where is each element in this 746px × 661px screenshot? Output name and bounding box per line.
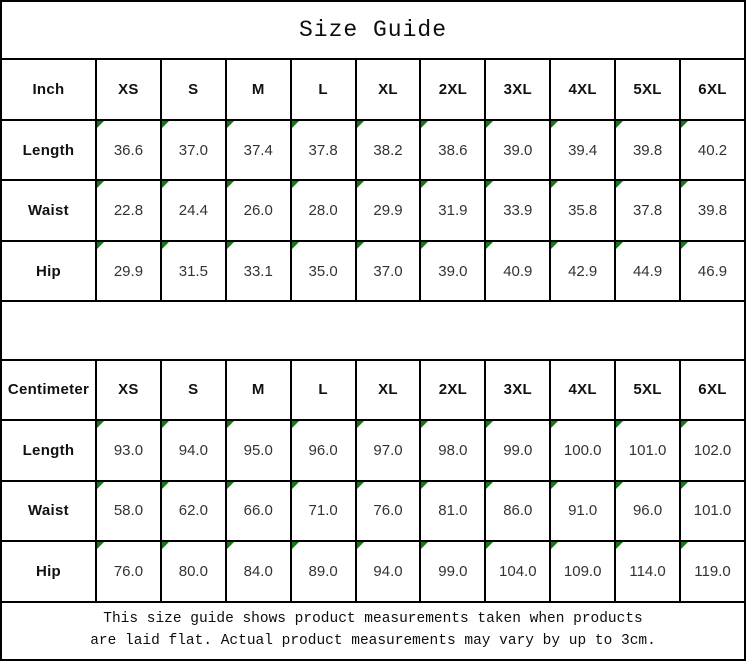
green-corner-marker-icon <box>551 482 558 489</box>
green-corner-marker-icon <box>486 181 493 188</box>
measurement-value-cell <box>485 180 550 240</box>
measurement-value: 40.9 <box>503 262 533 280</box>
measurement-value-cell <box>96 180 161 240</box>
green-corner-marker-icon <box>421 482 428 489</box>
green-corner-marker-icon <box>227 121 234 128</box>
measurement-value-cell <box>161 481 226 541</box>
green-corner-marker-icon <box>97 181 104 188</box>
measurement-value-cell <box>226 420 291 480</box>
measurement-value-cell <box>291 481 356 541</box>
green-corner-marker-icon <box>162 421 169 428</box>
measurement-value: 38.6 <box>438 141 468 159</box>
measurement-value: 37.0 <box>373 262 403 280</box>
measurement-value-cell <box>420 180 485 240</box>
size-column-header-l: L <box>291 360 356 420</box>
section-spacer <box>1 301 745 359</box>
measurement-value: 99.0 <box>503 441 533 459</box>
measurement-value-cell <box>550 420 615 480</box>
measurement-value: 76.0 <box>113 562 144 580</box>
measurement-value-cell <box>550 241 615 301</box>
green-corner-marker-icon <box>486 482 493 489</box>
green-corner-marker-icon <box>681 242 688 249</box>
green-corner-marker-icon <box>292 542 299 549</box>
measurement-value-cell <box>291 180 356 240</box>
green-corner-marker-icon <box>421 421 428 428</box>
measurement-value: 100.0 <box>563 441 602 459</box>
green-corner-marker-icon <box>616 121 623 128</box>
green-corner-marker-icon <box>421 542 428 549</box>
row-label-length: Length <box>1 120 96 180</box>
size-column-header-3xl: 3XL <box>485 59 550 119</box>
green-corner-marker-icon <box>357 542 364 549</box>
measurement-value-cell <box>356 120 421 180</box>
green-corner-marker-icon <box>551 542 558 549</box>
row-label-hip: Hip <box>1 541 96 601</box>
measurement-value-cell <box>161 180 226 240</box>
size-column-header-5xl: 5XL <box>615 360 680 420</box>
green-corner-marker-icon <box>681 181 688 188</box>
footer-note <box>1 602 745 661</box>
green-corner-marker-icon <box>357 181 364 188</box>
footer-note-line1: This size guide shows product measurements taken when products <box>103 611 643 627</box>
measurement-value-cell <box>615 180 680 240</box>
measurement-value-cell <box>161 120 226 180</box>
green-corner-marker-icon <box>616 181 623 188</box>
measurement-value: 96.0 <box>632 502 663 520</box>
size-column-header-6xl: 6XL <box>680 360 745 420</box>
green-corner-marker-icon <box>681 542 688 549</box>
measurement-value-cell <box>485 120 550 180</box>
centimeter-header-row <box>1 360 745 420</box>
green-corner-marker-icon <box>97 482 104 489</box>
green-corner-marker-icon <box>486 542 493 549</box>
green-corner-marker-icon <box>97 542 104 549</box>
measurement-value-cell <box>356 541 421 601</box>
green-corner-marker-icon <box>551 421 558 428</box>
measurement-value: 37.0 <box>178 141 208 159</box>
measurement-value: 24.4 <box>178 202 208 220</box>
measurement-value-cell <box>96 241 161 301</box>
measurement-value-cell <box>485 541 550 601</box>
row-label-waist: Waist <box>1 180 96 240</box>
measurement-value-cell <box>550 541 615 601</box>
measurement-value-cell <box>420 481 485 541</box>
green-corner-marker-icon <box>357 421 364 428</box>
measurement-value-cell <box>291 241 356 301</box>
row-label-length: Length <box>1 420 96 480</box>
size-column-header-4xl: 4XL <box>550 360 615 420</box>
measurement-value: 39.0 <box>438 262 468 280</box>
cm-length-row <box>1 420 745 480</box>
measurement-value-cell <box>420 241 485 301</box>
measurement-value-cell <box>680 420 745 480</box>
measurement-value-cell <box>420 541 485 601</box>
measurement-value: 26.0 <box>243 202 273 220</box>
green-corner-marker-icon <box>227 421 234 428</box>
measurement-value: 101.0 <box>628 441 667 459</box>
green-corner-marker-icon <box>486 421 493 428</box>
measurement-value: 94.0 <box>373 562 403 580</box>
inch-waist-row <box>1 180 745 240</box>
size-column-header-6xl: 6XL <box>680 59 745 119</box>
green-corner-marker-icon <box>162 482 169 489</box>
measurement-value-cell <box>485 481 550 541</box>
green-corner-marker-icon <box>681 121 688 128</box>
measurement-value-cell <box>615 481 680 541</box>
measurement-value: 37.4 <box>243 141 273 159</box>
green-corner-marker-icon <box>292 482 299 489</box>
unit-header-inch: Inch <box>1 59 96 119</box>
size-column-header-xl: XL <box>356 360 421 420</box>
measurement-value: 58.0 <box>113 502 144 520</box>
green-corner-marker-icon <box>227 242 234 249</box>
measurement-value: 35.8 <box>568 202 598 220</box>
measurement-value: 95.0 <box>243 441 273 459</box>
measurement-value-cell <box>291 120 356 180</box>
measurement-value: 80.0 <box>178 562 208 580</box>
measurement-value-cell <box>291 420 356 480</box>
measurement-value: 39.4 <box>568 141 598 159</box>
measurement-value: 97.0 <box>373 441 403 459</box>
measurement-value-cell <box>680 180 745 240</box>
measurement-value-cell <box>615 420 680 480</box>
measurement-value: 39.0 <box>503 141 533 159</box>
measurement-value: 66.0 <box>243 502 273 520</box>
measurement-value-cell <box>356 180 421 240</box>
measurement-value-cell <box>96 420 161 480</box>
measurement-value-cell <box>356 420 421 480</box>
measurement-value-cell <box>615 241 680 301</box>
green-corner-marker-icon <box>357 121 364 128</box>
measurement-value-cell <box>680 241 745 301</box>
inch-hip-row <box>1 241 745 301</box>
measurement-value-cell <box>485 241 550 301</box>
measurement-value: 29.9 <box>373 202 403 220</box>
measurement-value-cell <box>550 180 615 240</box>
size-column-header-m: M <box>226 59 291 119</box>
measurement-value-cell <box>680 481 745 541</box>
measurement-value-cell <box>161 241 226 301</box>
size-column-header-l: L <box>291 59 356 119</box>
measurement-value-cell <box>420 420 485 480</box>
measurement-value-cell <box>356 241 421 301</box>
measurement-value: 38.2 <box>373 141 403 159</box>
measurement-value: 93.0 <box>113 441 144 459</box>
measurement-value: 44.9 <box>632 262 663 280</box>
green-corner-marker-icon <box>681 482 688 489</box>
size-column-header-xs: XS <box>96 360 161 420</box>
measurement-value: 119.0 <box>694 562 731 580</box>
measurement-value: 33.9 <box>503 202 533 220</box>
measurement-value: 39.8 <box>697 202 728 220</box>
green-corner-marker-icon <box>292 242 299 249</box>
measurement-value: 29.9 <box>113 262 144 280</box>
green-corner-marker-icon <box>227 482 234 489</box>
measurement-value: 99.0 <box>438 562 468 580</box>
measurement-value: 94.0 <box>178 441 208 459</box>
green-corner-marker-icon <box>292 121 299 128</box>
cm-hip-row <box>1 541 745 601</box>
size-column-header-2xl: 2XL <box>420 360 485 420</box>
size-column-header-2xl: 2XL <box>420 59 485 119</box>
green-corner-marker-icon <box>162 121 169 128</box>
measurement-value: 28.0 <box>308 202 338 220</box>
unit-header-centimeter: Centimeter <box>1 360 96 420</box>
measurement-value: 37.8 <box>632 202 663 220</box>
measurement-value-cell <box>226 241 291 301</box>
measurement-value: 98.0 <box>438 441 468 459</box>
size-column-header-4xl: 4XL <box>550 59 615 119</box>
inch-length-row <box>1 120 745 180</box>
measurement-value-cell <box>420 120 485 180</box>
row-label-waist: Waist <box>1 481 96 541</box>
green-corner-marker-icon <box>357 482 364 489</box>
measurement-value: 35.0 <box>308 262 338 280</box>
measurement-value: 81.0 <box>438 502 468 520</box>
size-column-header-xl: XL <box>356 59 421 119</box>
green-corner-marker-icon <box>227 181 234 188</box>
measurement-value: 36.6 <box>113 141 144 159</box>
size-column-header-xs: XS <box>96 59 161 119</box>
green-corner-marker-icon <box>616 482 623 489</box>
green-corner-marker-icon <box>551 242 558 249</box>
measurement-value-cell <box>96 541 161 601</box>
measurement-value: 84.0 <box>243 562 273 580</box>
measurement-value: 96.0 <box>308 441 338 459</box>
measurement-value: 76.0 <box>373 502 403 520</box>
size-column-header-s: S <box>161 360 226 420</box>
green-corner-marker-icon <box>97 121 104 128</box>
green-corner-marker-icon <box>421 121 428 128</box>
green-corner-marker-icon <box>421 242 428 249</box>
measurement-value-cell <box>161 541 226 601</box>
measurement-value-cell <box>161 420 226 480</box>
green-corner-marker-icon <box>227 542 234 549</box>
measurement-value: 31.9 <box>438 202 468 220</box>
green-corner-marker-icon <box>162 542 169 549</box>
green-corner-marker-icon <box>97 421 104 428</box>
green-corner-marker-icon <box>486 121 493 128</box>
measurement-value-cell <box>226 120 291 180</box>
measurement-value-cell <box>485 420 550 480</box>
green-corner-marker-icon <box>97 242 104 249</box>
size-column-header-3xl: 3XL <box>485 360 550 420</box>
green-corner-marker-icon <box>421 181 428 188</box>
measurement-value: 91.0 <box>568 502 598 520</box>
green-corner-marker-icon <box>357 242 364 249</box>
green-corner-marker-icon <box>551 181 558 188</box>
measurement-value: 101.0 <box>693 502 732 520</box>
measurement-value-cell <box>615 541 680 601</box>
measurement-value: 42.9 <box>568 262 598 280</box>
green-corner-marker-icon <box>616 242 623 249</box>
green-corner-marker-icon <box>616 542 623 549</box>
measurement-value-cell <box>356 481 421 541</box>
green-corner-marker-icon <box>551 121 558 128</box>
green-corner-marker-icon <box>162 242 169 249</box>
measurement-value: 37.8 <box>308 141 338 159</box>
measurement-value: 22.8 <box>113 202 144 220</box>
measurement-value-cell <box>680 120 745 180</box>
measurement-value-cell <box>96 120 161 180</box>
measurement-value: 86.0 <box>503 502 533 520</box>
green-corner-marker-icon <box>292 181 299 188</box>
measurement-value: 104.0 <box>499 562 537 580</box>
measurement-value-cell <box>615 120 680 180</box>
measurement-value-cell <box>550 481 615 541</box>
measurement-value: 40.2 <box>697 141 728 159</box>
measurement-value-cell <box>96 481 161 541</box>
size-guide-title: Size Guide <box>1 1 745 59</box>
green-corner-marker-icon <box>486 242 493 249</box>
green-corner-marker-icon <box>162 181 169 188</box>
measurement-value-cell <box>680 541 745 601</box>
measurement-value-cell <box>291 541 356 601</box>
measurement-value: 102.0 <box>693 441 732 459</box>
measurement-value-cell <box>226 541 291 601</box>
row-label-hip: Hip <box>1 241 96 301</box>
measurement-value: 31.5 <box>178 262 208 280</box>
inch-header-row <box>1 59 745 119</box>
green-corner-marker-icon <box>616 421 623 428</box>
measurement-value: 39.8 <box>632 141 663 159</box>
size-column-header-m: M <box>226 360 291 420</box>
size-column-header-s: S <box>161 59 226 119</box>
measurement-value: 71.0 <box>308 502 338 520</box>
green-corner-marker-icon <box>681 421 688 428</box>
measurement-value: 62.0 <box>178 502 208 520</box>
measurement-value: 109.0 <box>563 562 602 580</box>
measurement-value: 89.0 <box>308 562 338 580</box>
measurement-value: 114.0 <box>629 562 666 580</box>
measurement-value-cell <box>550 120 615 180</box>
green-corner-marker-icon <box>292 421 299 428</box>
measurement-value: 46.9 <box>697 262 728 280</box>
measurement-value-cell <box>226 481 291 541</box>
cm-waist-row <box>1 481 745 541</box>
footer-note-line2: are laid flat. Actual product measurements may vary by up to 3cm. <box>90 632 656 649</box>
measurement-value: 33.1 <box>243 262 273 280</box>
size-column-header-5xl: 5XL <box>615 59 680 119</box>
measurement-value-cell <box>226 180 291 240</box>
